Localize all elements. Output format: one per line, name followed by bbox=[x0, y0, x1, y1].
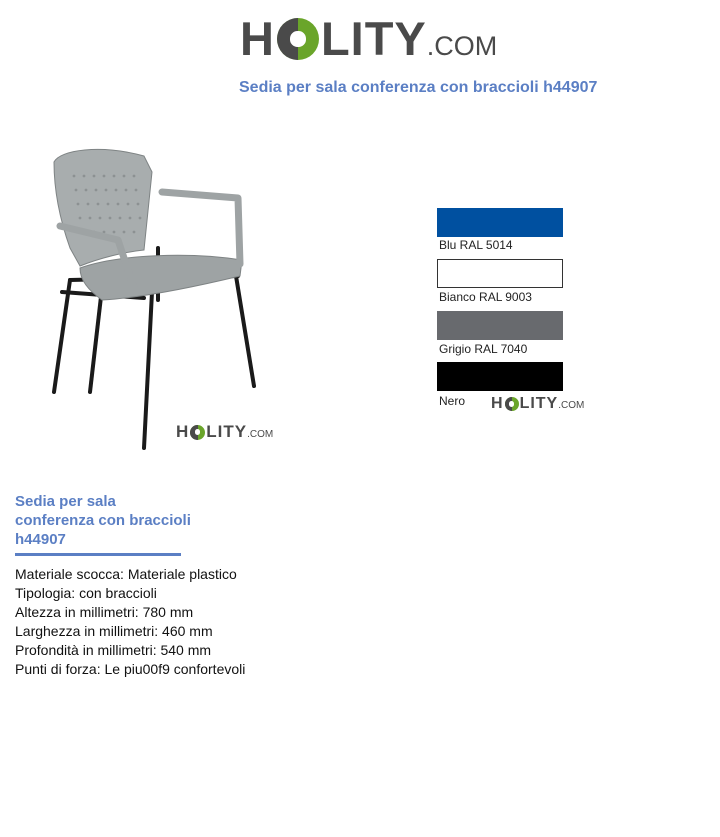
holity-logo[interactable] bbox=[240, 14, 497, 64]
color-label-white: Bianco RAL 9003 bbox=[439, 290, 532, 304]
swatch-watermark-suffix: .COM bbox=[558, 400, 585, 411]
page-title: Sedia per sala conferenza con braccioli h44907 bbox=[239, 79, 598, 96]
watermark-suffix: .COM bbox=[247, 429, 274, 440]
spec-item: Tipologia: con braccioli bbox=[15, 585, 157, 601]
title-divider bbox=[15, 553, 181, 556]
swatch-watermark-right: LITY bbox=[519, 395, 559, 412]
color-label-black: Nero bbox=[439, 394, 466, 408]
spec-item: Profondità in millimetri: 540 mm bbox=[15, 642, 212, 658]
color-swatch-blue[interactable] bbox=[437, 208, 563, 237]
watermark-circle-icon bbox=[190, 425, 205, 440]
swatch-watermark-left: H bbox=[491, 395, 504, 412]
color-swatch-white[interactable] bbox=[437, 259, 563, 288]
chair-seat bbox=[80, 255, 242, 300]
chair-image bbox=[40, 140, 280, 460]
product-title bbox=[15, 492, 245, 549]
watermark-text-left: H bbox=[176, 422, 190, 441]
logo-text-right: LITY bbox=[320, 12, 427, 65]
swatch-watermark-logo bbox=[491, 395, 584, 413]
color-swatch-black[interactable] bbox=[437, 362, 563, 391]
image-watermark-logo bbox=[176, 422, 273, 442]
spec-item: Materiale scocca: Materiale plastico bbox=[15, 566, 237, 582]
logo-suffix: .COM bbox=[426, 31, 498, 61]
swatch-watermark-circle-icon bbox=[505, 397, 519, 411]
logo-circle-icon bbox=[277, 18, 319, 60]
color-label-grey: Grigio RAL 7040 bbox=[439, 342, 528, 356]
color-label-blue: Blu RAL 5014 bbox=[439, 238, 513, 252]
chair-back bbox=[54, 149, 152, 266]
spec-item: Altezza in millimetri: 780 mm bbox=[15, 604, 194, 620]
product-title-line: Sedia per sala bbox=[15, 493, 116, 510]
product-title-line: h44907 bbox=[15, 531, 66, 548]
watermark-text-right: LITY bbox=[206, 422, 248, 441]
color-swatch-grey[interactable] bbox=[437, 311, 563, 340]
logo-text-left: H bbox=[240, 12, 275, 65]
spec-item: Larghezza in millimetri: 460 mm bbox=[15, 623, 213, 639]
spec-item: Punti di forza: Le piu00f9 confortevoli bbox=[15, 661, 246, 677]
spec-list bbox=[15, 565, 245, 679]
product-title-line: conferenza con braccioli bbox=[15, 512, 191, 529]
